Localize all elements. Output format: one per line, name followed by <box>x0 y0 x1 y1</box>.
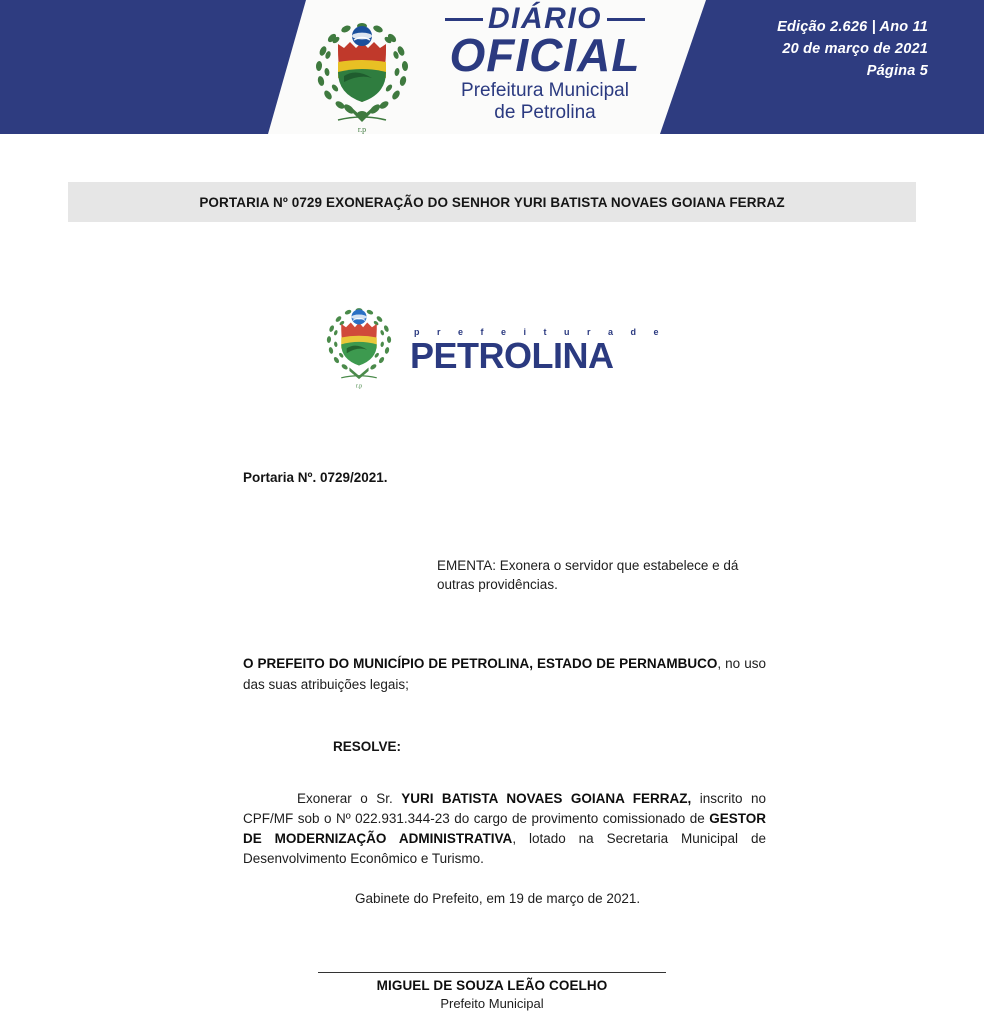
preamble-paragraph <box>243 653 766 695</box>
masthead-title-diario-text: DIÁRIO <box>488 2 602 35</box>
preamble-bold-text: O PREFEITO DO MUNICÍPIO DE PETROLINA, ESTADO DE PERNAMBUCO <box>243 656 718 671</box>
signatory-name: MIGUEL DE SOUZA LEÃO COELHO <box>376 978 608 993</box>
coat-of-arms-icon <box>302 10 422 134</box>
main-text-part2: inscrito no CPF/MF sob o Nº 022.931.344-23 do cargo de provimento comissionado de <box>243 791 766 826</box>
masthead-content <box>0 0 984 134</box>
resolve-heading: RESOLVE: <box>333 739 402 754</box>
edition-number: Edição 2.626 | Ano 11 <box>777 19 928 35</box>
petrolina-logo-kicker: p r e f e i t u r a d e <box>413 327 667 337</box>
page-number: Página 5 <box>866 63 928 79</box>
petrolina-logo-text <box>410 316 666 374</box>
masthead-title-oficial: OFICIAL <box>449 29 641 81</box>
petrolina-logo-name: PETROLINA <box>409 335 614 376</box>
page-title: PORTARIA Nº 0729 EXONERAÇÃO DO SENHOR YURI BATISTA NOVAES GOIANA FERRAZ <box>199 194 785 210</box>
main-text-part1: Exonerar o Sr. <box>297 791 402 806</box>
title-rule-right <box>607 18 645 21</box>
masthead-subtitle-line1: Prefeitura Municipal <box>461 80 629 101</box>
title-rule-left <box>445 18 483 21</box>
main-paragraph <box>243 789 766 869</box>
document-title-banner <box>68 182 916 222</box>
masthead-subtitle-line2: de Petrolina <box>494 102 596 123</box>
masthead-header <box>0 0 984 134</box>
svg-text:r.p: r.p <box>357 125 367 134</box>
petrolina-crest-icon <box>318 300 400 390</box>
ementa-paragraph: EMENTA: Exonera o servidor que estabelece e dá outras providências. <box>437 558 739 592</box>
petrolina-logo <box>0 300 984 390</box>
location-date: Gabinete do Prefeito, em 19 de março de 2021. <box>355 891 641 906</box>
main-role-name: GESTOR DE MODERNIZAÇÃO ADMINISTRATIVA <box>243 811 766 846</box>
signatory-role: Prefeito Municipal <box>440 996 544 1011</box>
edition-info <box>777 16 928 82</box>
preamble-rest-text: , no uso das suas atribuições legais; <box>243 656 766 692</box>
signature-block <box>0 972 984 1013</box>
svg-text:r.p: r.p <box>355 383 363 390</box>
main-text-part3: , lotado na Secretaria Municipal de Desenvolvimento Econômico e Turismo. <box>243 831 766 866</box>
signature-line <box>318 972 666 973</box>
portaria-number: Portaria Nº. 0729/2021. <box>243 470 388 485</box>
masthead-title-group <box>420 4 670 134</box>
edition-date: 20 de março de 2021 <box>782 41 928 57</box>
main-person-name: YURI BATISTA NOVAES GOIANA FERRAZ, <box>401 791 692 806</box>
